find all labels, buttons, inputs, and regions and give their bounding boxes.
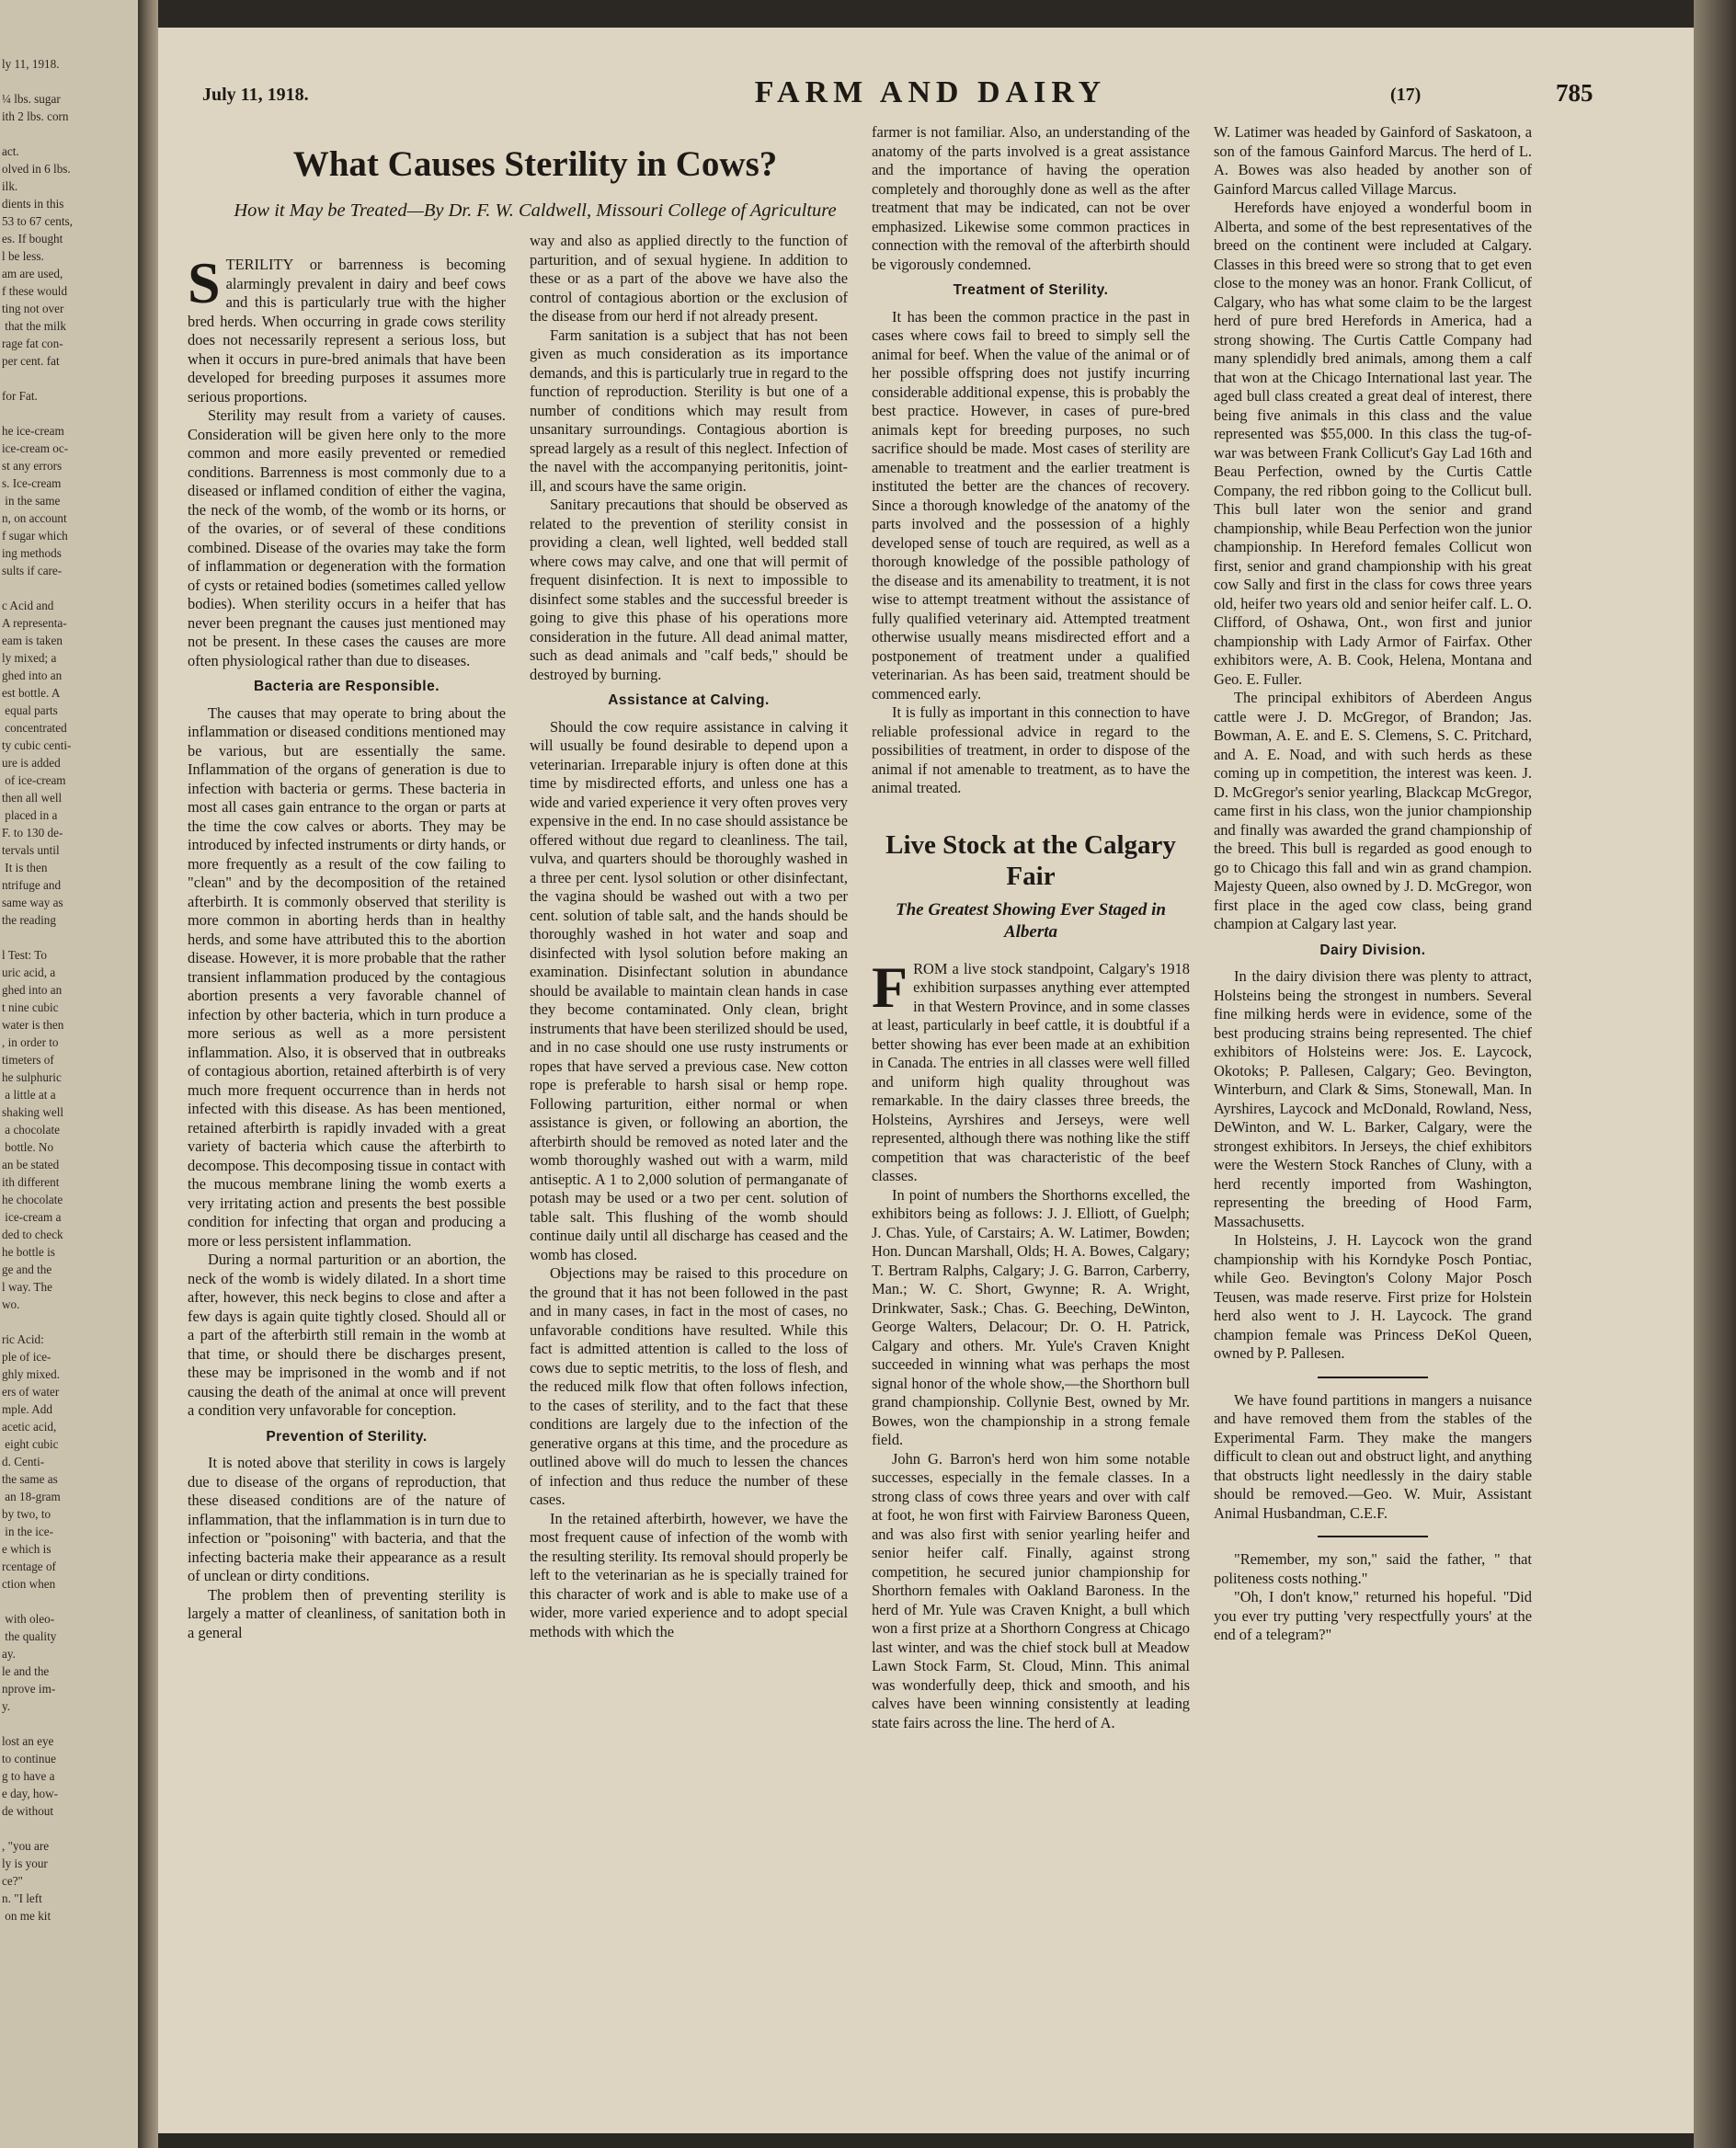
column-3	[872, 123, 1190, 1732]
article2-paragraph: John G. Barron's herd won him some notable successes, especially in the female classes. In a strong class of cows three years and over with calf at foot, he won first with Fairview Baroness Queen, and was also first with senior yearling heifer and senior heifer calf. Finally, against strong competition, he secured junior championship for Shorthorn females with Oakland Baroness. In the herd of Mr. Yule was Craven Knight, a bull which won a first prize at a Shorthorn Congress at Chicago last winter, and was the chief stock bull at Meadow Lawn Stock Farm, St. Cloud, Minn. This animal was wonderfully deep, thick and smooth, and his calves have been winning consistently at leading state fairs across the line. The herd of A.	[872, 1449, 1190, 1731]
column-1	[188, 250, 506, 1642]
article1-deck: How it May be Treated—By Dr. F. W. Caldwell, Missouri College of Agriculture	[234, 200, 837, 221]
subhead-bacteria: Bacteria are Responsible.	[253, 679, 440, 694]
article2-paragraph: W. Latimer was headed by Gainford of Saskatoon, a son of the famous Gainford Marcus. The herd of L. A. Bowes was also headed by another son of Gainford Marcus called Village Marcus.	[1214, 123, 1532, 198]
article2-deck: The Greatest Showing Ever Staged in Alberta	[896, 899, 1166, 942]
header-date: July 11, 1918.	[202, 85, 309, 105]
article1-paragraph: Sanitary precautions that should be observed as related to the prevention of sterility consist in providing a clean, well lighted, well bedded stall where cows may calve, and one that will permit of frequent disinfection. It is next to impossible to disinfect some stables and the successful breeder is going to give this phase of his operations more consideration in the future. All dead animal matter, such as dead animals and "calf beds," should be destroyed by burning.	[530, 496, 848, 683]
article1-paragraph: STERILITY or barrenness is becoming alarmingly prevalent in dairy and beef cows and this is particularly true with the higher bred herds. When occurring in grade cows sterility does not necessarily represent a serious loss, but when it occurs in pure-bred animals that have been developed for breeding purposes it assumes more serious proportions.	[188, 250, 506, 406]
article1-paragraph: Objections may be raised to this procedure on the ground that it has not been followed in the past and in many cases, in fact in the most of cases, no unfavorable conditions have resulted. While this fact is admitted attention is called to the loss of cows due to septic metritis, to the loss of flesh, and the reduced milk flow that often follows infection, to the cases of sterility, and to the fact that these conditions are largely due to the infection of the generative organs at this time, and the procedure as outlined above will do much to lessen the chances of infection and thus reduce the number of these cases.	[530, 1264, 848, 1508]
article1-paragraph: During a normal parturition or an abortion, the neck of the womb is widely dilated. In a short time after, however, this neck begins to close and after a few days is again quite tightly closed. Should all or a part of the afterbirth still remain in the womb at that time, or should there be discharges present, these may be imprisoned in the womb and if not causing the death of the animal at once will prevent a condition very unfavorable for conception.	[188, 1251, 506, 1419]
book-gutter	[138, 0, 158, 2148]
article1-paragraph: farmer is not familiar. Also, an understanding of the anatomy of the parts involved is a great assistance and the importance of having the operation completely and thoroughly done as well as the after treatment that may be indicated, can not be over emphasized. Likewise some common practices in connection with the removal of the afterbirth should be vigorously condemned.	[872, 123, 1190, 273]
article1-paragraph: Sterility may result from a variety of causes. Consideration will be given here only to the more common and more easily prevented or remedied conditions. Barrenness is most commonly due to a diseased or inflamed condition of either the vagina, the neck of the womb, of the womb or its horns, or of the ovaries, or of several of these conditions combined. Disease of the ovaries may take the form of inflammation or degeneration with the formation of cysts or retained bodies (sometimes called yellow bodies). When sterility occurs in a heifer that has never been pregnant the causes just mentioned may not be present. In these cases the causes are more often physiological rather than due to diseases.	[188, 406, 506, 669]
page-header	[158, 75, 1694, 121]
article1-paragraph: In the retained afterbirth, however, we have the most frequent cause of infection of the womb with the resulting sterility. Its removal should properly be left to the veterinarian as he is specially trained for this character of work and is able to make use of a wider, more varied experience and to adopt special methods with which the	[530, 1509, 848, 1640]
article2-paragraph: FROM a live stock standpoint, Calgary's 1918 exhibition surpasses anything ever attempted in that Western Province, and in some classes at least, particularly in beef cattle, it is doubtful if a better showing has ever been made at an exhibition in Canada. The entries in all classes were well filled and uniform high quality throughout was remarkable. In the dairy classes three breeds, the Holsteins, Ayrshires and Jerseys, were well represented, although there was nothing like the stiff competition that was characteristic of the beef classes.	[872, 954, 1190, 1184]
article1-paragraph: The problem then of preventing sterility is largely a matter of cleanliness, of sanitation both in a general	[188, 1585, 506, 1641]
article1-paragraph: Should the cow require assistance in calving it will usually be found desirable to depend upon a veterinarian. Irreparable injury is often done at this time by misdirected efforts, and unless one has a wide and varied experience it very often proves very expensive in the end. In no case should assistance be offered without due regard to cleanliness. The tail, vulva, and quarters should be thoroughly washed in a three per cent. lysol solution or other disinfectant, the vagina should be washed out with a two per cent. solution of table salt, and the hands should be thoroughly washed in hot water and soap and disinfected with lysol solution before making an examination. Disinfectant solution in abundance should be available to maintain clean hands in case they become contaminated. Only clean, bright instruments that have been sterilized should be used, and in no case should one use rusty instruments or ropes that have served a previous case. New cotton rope is preferable to harsh sisal or hemp rope. Following parturition, either normal or when assistance is given, or following an abortion, the afterbirth should be removed as noted later and the womb thoroughly washed out with a warm, mild antiseptic. A 1 to 2,000 solution of permanganate of potash may be used or a two per cent. solution of table salt. This flushing of the womb should continue daily until all discharge has ceased and the womb has closed.	[530, 717, 848, 1263]
right-page-edge	[1694, 0, 1736, 2148]
article1-paragraph: It is noted above that sterility in cows is largely due to disease of the organs of reproduction, that these diseased conditions are of the nature of inflammation, that the inflammation is in turn due to infection or "poisoning" with bacteria, and that the infecting bacteria make their appearance as a result of unclean or dirty conditions.	[188, 1454, 506, 1584]
column-4	[1214, 123, 1532, 1645]
filler-paragraph: "Remember, my son," said the father, " that politeness costs nothing."	[1214, 1550, 1532, 1587]
article1-paragraph: Farm sanitation is a subject that has not been given as much consideration as its importance demands, and this is particularly true in regard to the function of reproduction. Sterility is but one of a number of conditions which may result from unsanitary surroundings. Contagious abortion is spread largely as a result of this neglect. Infection of the navel with the accompanying peritonitis, joint-ill, and scours have the same origin.	[530, 326, 848, 495]
masthead-title: FARM AND DAIRY	[754, 75, 1107, 109]
column-2	[530, 232, 848, 1641]
article2-paragraph: In Holsteins, J. H. Laycock won the grand championship with his Korndyke Posch Pontiac, while Geo. Bevington's Colony Major Posch Teusen, was made reserve. First prize for Holstein herd also went to J. H. Laycock. The grand champion female was Princess DeKol Queen, owned by P. Pallesen.	[1214, 1231, 1532, 1362]
subhead-dairy-division: Dairy Division.	[1319, 942, 1426, 958]
article1-paragraph: way and also as applied directly to the function of parturition, and of sexual hygiene. In addition to these or as a part of the above we have also the control of contagious abortion or the exclusion of the disease from our herd if not already present.	[530, 232, 848, 325]
article1-headline: What Causes Sterility in Cows?	[292, 144, 778, 184]
article2-paragraph: The principal exhibitors of Aberdeen Angus cattle were J. D. McGregor, of Brandon; Jas. Bowman, A. E. and E. S. Clemens, S. C. Pritchard, and A. E. Noad, and with such herds as these coming up in competition, the interest was keen. J. D. McGregor's senior yearling, Blackcap McGregor, came first in his class, won the junior championship and finally was awarded the grand championship of the breed. This bull is regarded as good enough to go to Chicago this fall and win as grand champion. Majesty Queen, also owned by J. D. McGregor, won first place in the aged cow class, being grand champion at Calgary last year.	[1214, 689, 1532, 932]
subhead-treatment: Treatment of Sterility.	[953, 282, 1109, 298]
previous-page-strip	[0, 0, 138, 2148]
article2-headline: Live Stock at the Calgary Fair	[885, 829, 1176, 891]
newspaper-page	[158, 28, 1694, 2133]
article2-paragraph: Herefords have enjoyed a wonderful boom in Alberta, and some of the best representatives of the breed on the continent were included at Calgary. Classes in this breed were so strong that to get even close to the money was an honor. Frank Collicut, of Calgary, who has what some claim to be the largest herd of pure bred Herefords in America, had a strong showing. The Curtis Cattle Company had many splendidly bred animals, among them a calf that won at the Chicago International last year. The aged bull class created a great deal of interest, there being five animals in this class and the value represented was $55,000. In this class the tug-of-war was between Frank Collicut's Gay Lad 16th and Beau Perfection, owned by the Curtis Cattle Company, the red ribbon going to the Collicut bull. This bull later won the senior and grand championship, while Beau Perfection won the junior championship. In Hereford females Collicut won first, senior and grand championship with his great cow Sally and first in the class for cows three years old, heifer two years old and senior heifer calf. L. O. Clifford, of Oshawa, Ont., won first and junior championship with Lady Armor of Fairfax. Other exhibitors were, A. B. Cook, Helena, Montana and Geo. E. Fuller.	[1214, 199, 1532, 688]
subhead-prevention: Prevention of Sterility.	[266, 1428, 428, 1445]
article2-paragraph: In point of numbers the Shorthorns excelled, the exhibitors being as follows: J. J. Elliott, of Guelph; J. Chas. Yule, of Carstairs; A. W. Latimer, Bowden; Hon. Duncan Marshall, Olds; H. A. Bowes, Calgary; T. Bertram Ralphs, Calgary; J. G. Barron, Carberry, Man.; W. C. Short, Gwynne; R. A. Wright, Drinkwater, Sask.; Chas. G. Beeching, DeWinton, George Walters, Delacour; Dr. O. H. Patrick, Calgary and others. Mr. Yule's Craven Knight succeeded in winning what was perhaps the most signal honor of the whole show,—the Shorthorn bull grand championship. Collynie Best, owned by Mr. Bowes, won the championship in a strong female field.	[872, 1185, 1190, 1448]
article2-paragraph: In the dairy division there was plenty to attract, Holsteins being the strongest in numbers. Several fine milking herds were in evidence, some of the best producing strains being represented. The chief exhibitors of Holsteins were: Jos. E. Laycock, Okotoks; P. Pallesen, Calgary; Geo. Bevington, Winterburn, and Clark & Sims, Stonewall, Man. In Ayrshires, Laycock and McDonald, Rowland, Ness, DeWinton, and W. L. Barker, Calgary, were the strongest exhibitors. In Jerseys, the chief exhibitors were the Western Stock Ranches of Cluny, with a herd recently imported from Washington, representing the breeding of Hood Farm, Massachusetts.	[1214, 967, 1532, 1230]
article1-paragraph: It is fully as important in this connection to have reliable professional advice in regard to the possibilities of treatment, in order to dispose of the animal if not amenable to treatment, as to have the animal treated.	[872, 703, 1190, 796]
previous-page-text: ly 11, 1918. ¼ lbs. sugar ith 2 lbs. corn act. olved in 6 lbs. ilk. dients in this 53 to 67 cents, es. If bought l be less. am are used, f these would ting not over that the milk rage fat con- per cent. fat for Fat. he ice-cream ice-cream oc- st any errors s. Ice-cream in the same n, on account f sugar which ing methods sults if care- c Acid and A representa- eam is taken ly mixed; a ghed into an est bottle. A equal parts concentrated ty cubic centi- ure is added of ice-cream then all well placed in a F. to 130 de- tervals until It is then ntrifuge and same way as the reading l Test: To uric acid, a ghed into an t nine cubic water is then , in order to timeters of he sulphuric a little at a shaking well a chocolate bottle. No an be stated ith different he chocolate ice-cream a ded to check he bottle is ge and the l way. The wo. ric Acid: ple of ice- ghly mixed. ers of water mple. Add acetic acid, eight cubic d. Centi- the same as an 18-gram by two, to in the ice- e which is rcentage of ction when with oleo- the quality ay. le and the nprove im- y. lost an eye to continue g to have a e day, how- de without , "you are ly is your ce?" n. "I left on me kit	[2, 57, 73, 1923]
article1-paragraph: It has been the common practice in the past in cases where cows fail to breed to simply sell the animal for beef. When the value of the animal or of her possible offspring does not justify incurring considerable additional expense, this is probably the best practice. However, in cases of pure-bred animals kept for breeding purposes, no such sacrifice should be made. Most cases of sterility are amenable to treatment and the earlier treatment is instituted the better are the chances of recovery. Since a thorough knowledge of the anatomy of the parts involved and the possession of a highly developed sense of touch are required, as well as a thorough knowledge of the possible pathology of the disease and its amenability to treatment, it is not wise to attempt treatment without the assistance of fully qualified veterinary aid. Attempted treatment otherwise usually means misdirected effort and a postponement of treatment under a qualified veterinarian. As has been said, treatment should be commenced early.	[872, 307, 1190, 703]
filler-paragraph: "Oh, I don't know," returned his hopeful. "Did you ever try putting 'very respectfully yours' at the end of a telegram?"	[1214, 1588, 1532, 1643]
page-number: 785	[1556, 79, 1593, 107]
article1-paragraph: The causes that may operate to bring about the inflammation or diseased conditions mentioned may be various, but are essentially the same. Inflammation of the organs of generation is due to infection with bacteria or germs. These bacteria in most all cases gain entrance to the organ or parts at the time the cow calves or aborts. They may be introduced by infected instruments or dirty hands, or more frequently as a result of the cow failing to "clean" and by the decomposition of the retained afterbirth. It is commonly observed that sterility is more common in aborting herds than in healthy herds, and some have attributed this to the abortion disease. However, it is more probable that the rather transient inflammation produced by the contagious abortion presents a very favorable channel of infection by other bacteria, which in turn produce a more serious as well as a more persistent inflammation. Also, it is observed that in outbreaks of contagious abortion, retained afterbirth is of very much more frequent occurrence than in herds not infected with this disease. As has been mentioned, retained afterbirth is rapidly invaded with a great variety of bacteria which cause the afterbirth to decompose. This decomposing tissue in contact with the mucous membrane lining the womb exerts a very irritating action and presents the best possible condition for infecting that organ and producing a more or less persistent inflammation.	[188, 703, 506, 1250]
divider-rule	[1318, 1536, 1428, 1537]
header-folio: (17)	[1390, 85, 1422, 105]
divider-rule	[1318, 1377, 1428, 1378]
subhead-assistance: Assistance at Calving.	[608, 692, 770, 708]
filler-paragraph: We have found partitions in mangers a nuisance and have removed them from the stables of the Experimental Farm. They make the mangers difficult to clean out and obstruct light, and anything that obstructs light needlessly in the dairy stable should be removed.—Geo. W. Muir, Assistant Animal Husbandman, C.E.F.	[1214, 1390, 1532, 1522]
